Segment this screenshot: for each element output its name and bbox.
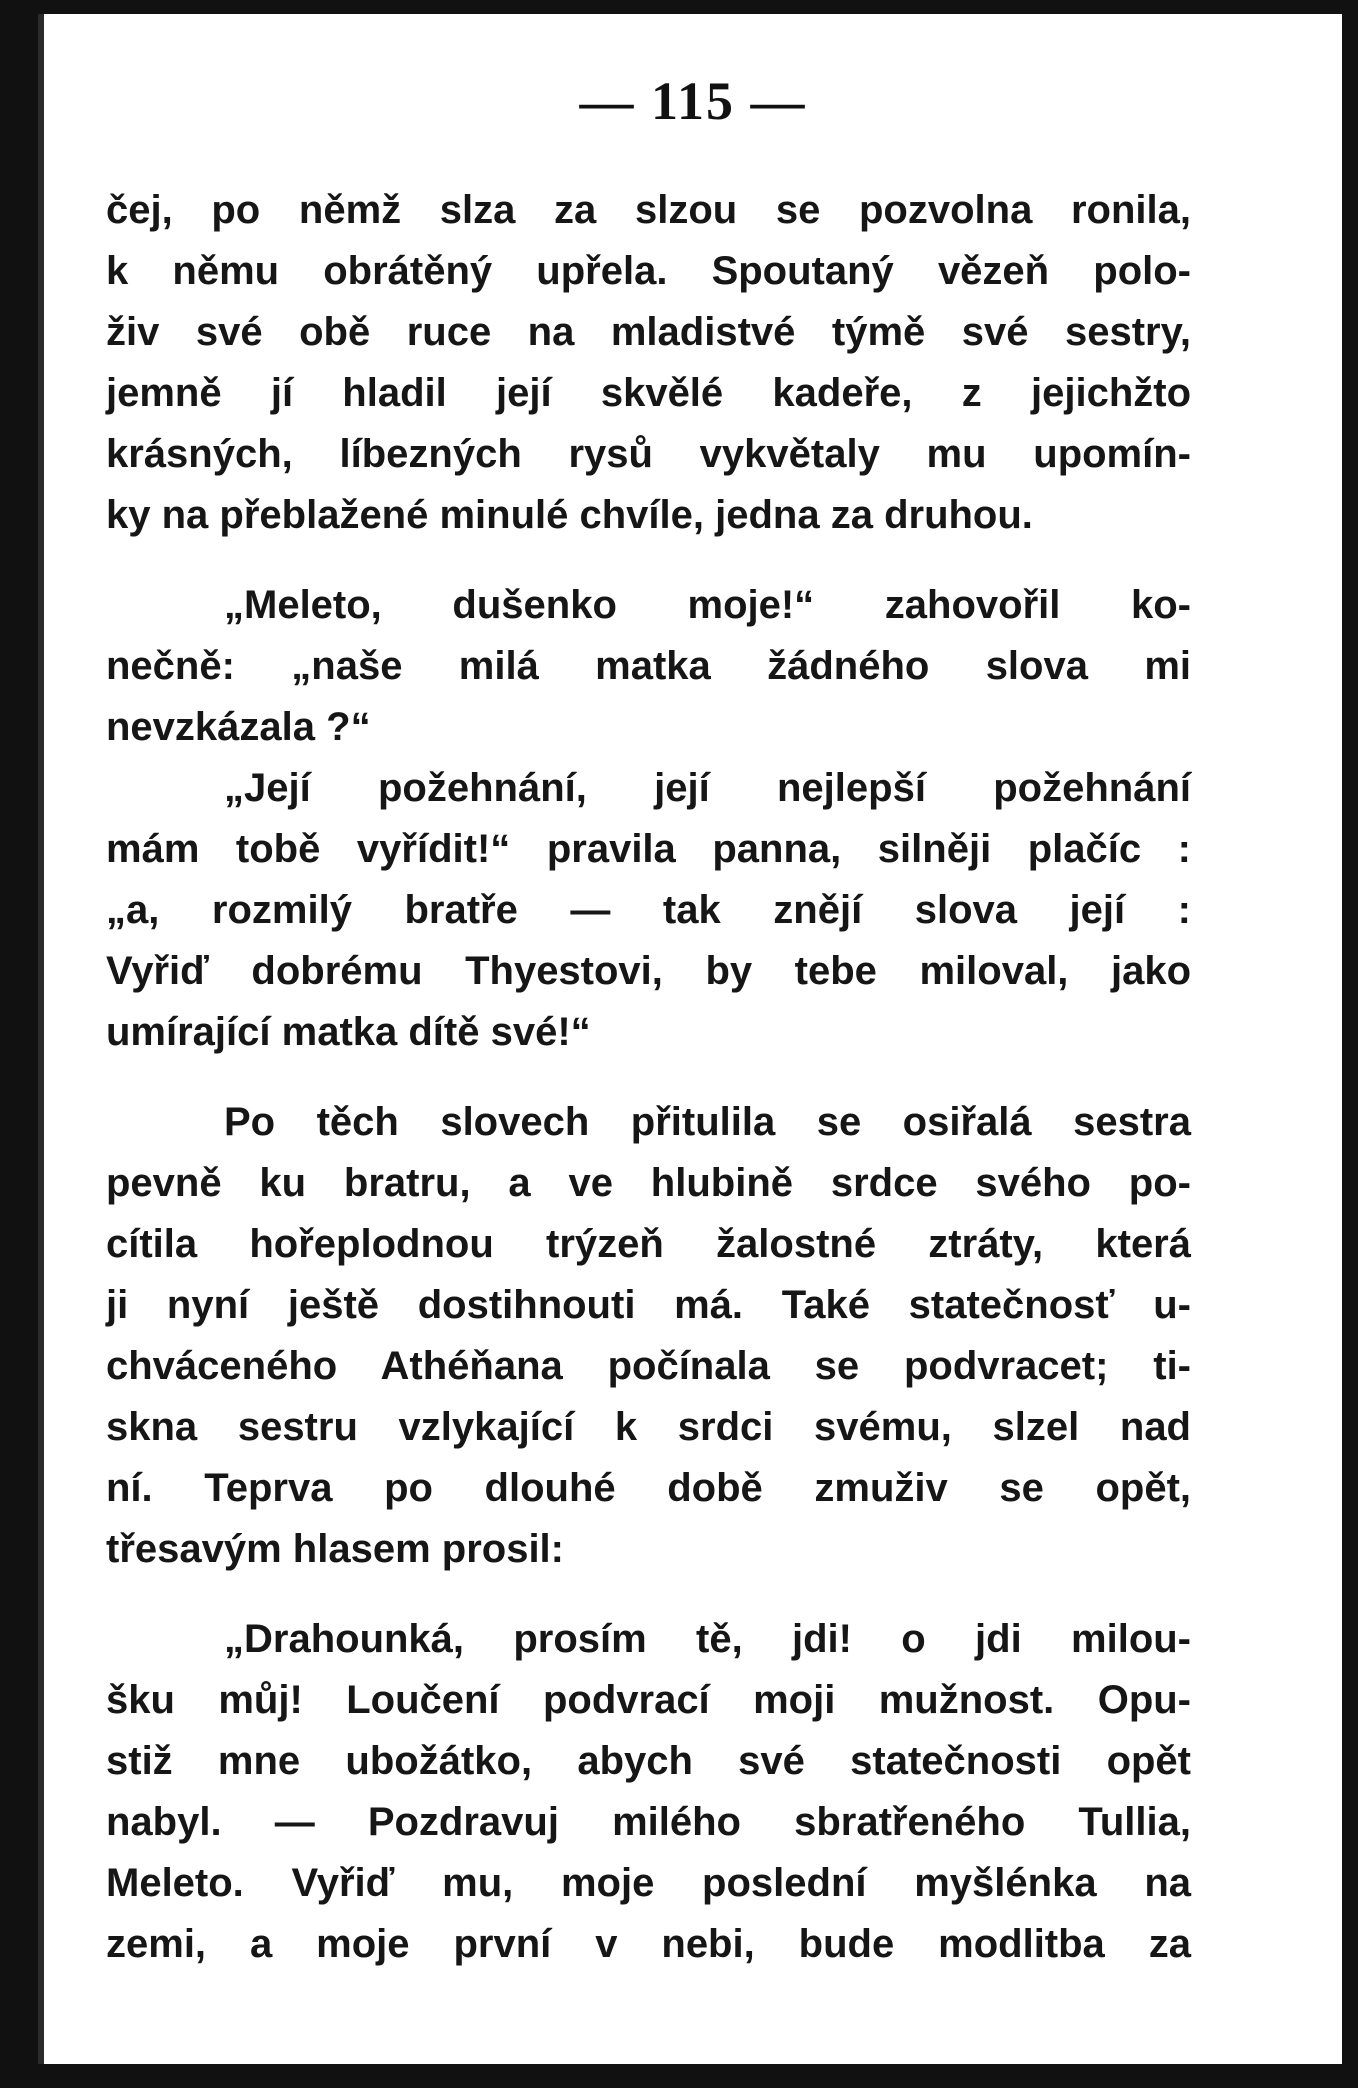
text-line: umírající matka dítě své!“ (106, 1010, 591, 1054)
paragraph-gap (106, 1580, 1191, 1609)
text-line: skna sestru vzlykající k srdci svému, slzel nad (106, 1405, 1191, 1449)
text-line: živ své obě ruce na mladistvé týmě své sestry, (106, 310, 1191, 354)
paragraph-gap (106, 546, 1191, 575)
text-line: ky na přeblažené minulé chvíle, jedna za druhou. (106, 493, 1033, 537)
text-line: šku můj! Loučení podvrací moji mužnost. Opu- (106, 1678, 1191, 1722)
text-line: „Její požehnání, její nejlepší požehnání (224, 766, 1191, 810)
page-number: — 115 — (579, 71, 807, 131)
text-line: nabyl. — Pozdravuj milého sbratřeného Tullia, (106, 1800, 1191, 1844)
text-line: pevně ku bratru, a ve hlubině srdce svého po- (106, 1161, 1191, 1205)
text-line: cítila hořeplodnou trýzeň žalostné ztráty, která (106, 1222, 1191, 1266)
text-line: chváceného Athéňana počínala se podvracet; ti- (106, 1344, 1191, 1388)
text-line: Vyřiď dobrému Thyestovi, by tebe miloval, jako (106, 949, 1191, 993)
text-line: k němu obrátěný upřela. Spoutaný vězeň polo- (106, 249, 1191, 293)
page-body-text (106, 180, 1191, 1975)
text-line: ní. Teprva po dlouhé době zmuživ se opět, (106, 1466, 1191, 1510)
text-line: zemi, a moje první v nebi, bude modlitba za (106, 1922, 1191, 1966)
text-line: jemně jí hladil její skvělé kadeře, z jejichžto (106, 371, 1191, 415)
text-line: krásných, líbezných rysů vykvětaly mu upomín- (106, 432, 1191, 476)
text-line: „Meleto, dušenko moje!“ zahovořil ko- (224, 583, 1191, 627)
text-line: Po těch slovech přitulila se osiřalá sestra (224, 1100, 1191, 1144)
text-line: nevzkázala ?“ (106, 705, 371, 749)
paragraph-gap (106, 1063, 1191, 1092)
book-page (38, 14, 1342, 2064)
text-line: nečně: „naše milá matka žádného slova mi (106, 644, 1191, 688)
text-line: čej, po němž slza za slzou se pozvolna ronila, (106, 188, 1191, 232)
text-line: mám tobě vyřídit!“ pravila panna, silněji plačíc : (106, 827, 1191, 871)
text-line: ji nyní ještě dostihnouti má. Také statečnosť u- (106, 1283, 1191, 1327)
text-line: Meleto. Vyřiď mu, moje poslední myšlénka na (106, 1861, 1191, 1905)
text-line: třesavým hlasem prosil: (106, 1527, 564, 1571)
text-line: „Drahounká, prosím tě, jdi! o jdi milou- (224, 1617, 1191, 1661)
text-line: „a, rozmilý bratře — tak znějí slova její : (106, 888, 1191, 932)
text-line: stiž mne ubožátko, abych své statečnosti opět (106, 1739, 1191, 1783)
